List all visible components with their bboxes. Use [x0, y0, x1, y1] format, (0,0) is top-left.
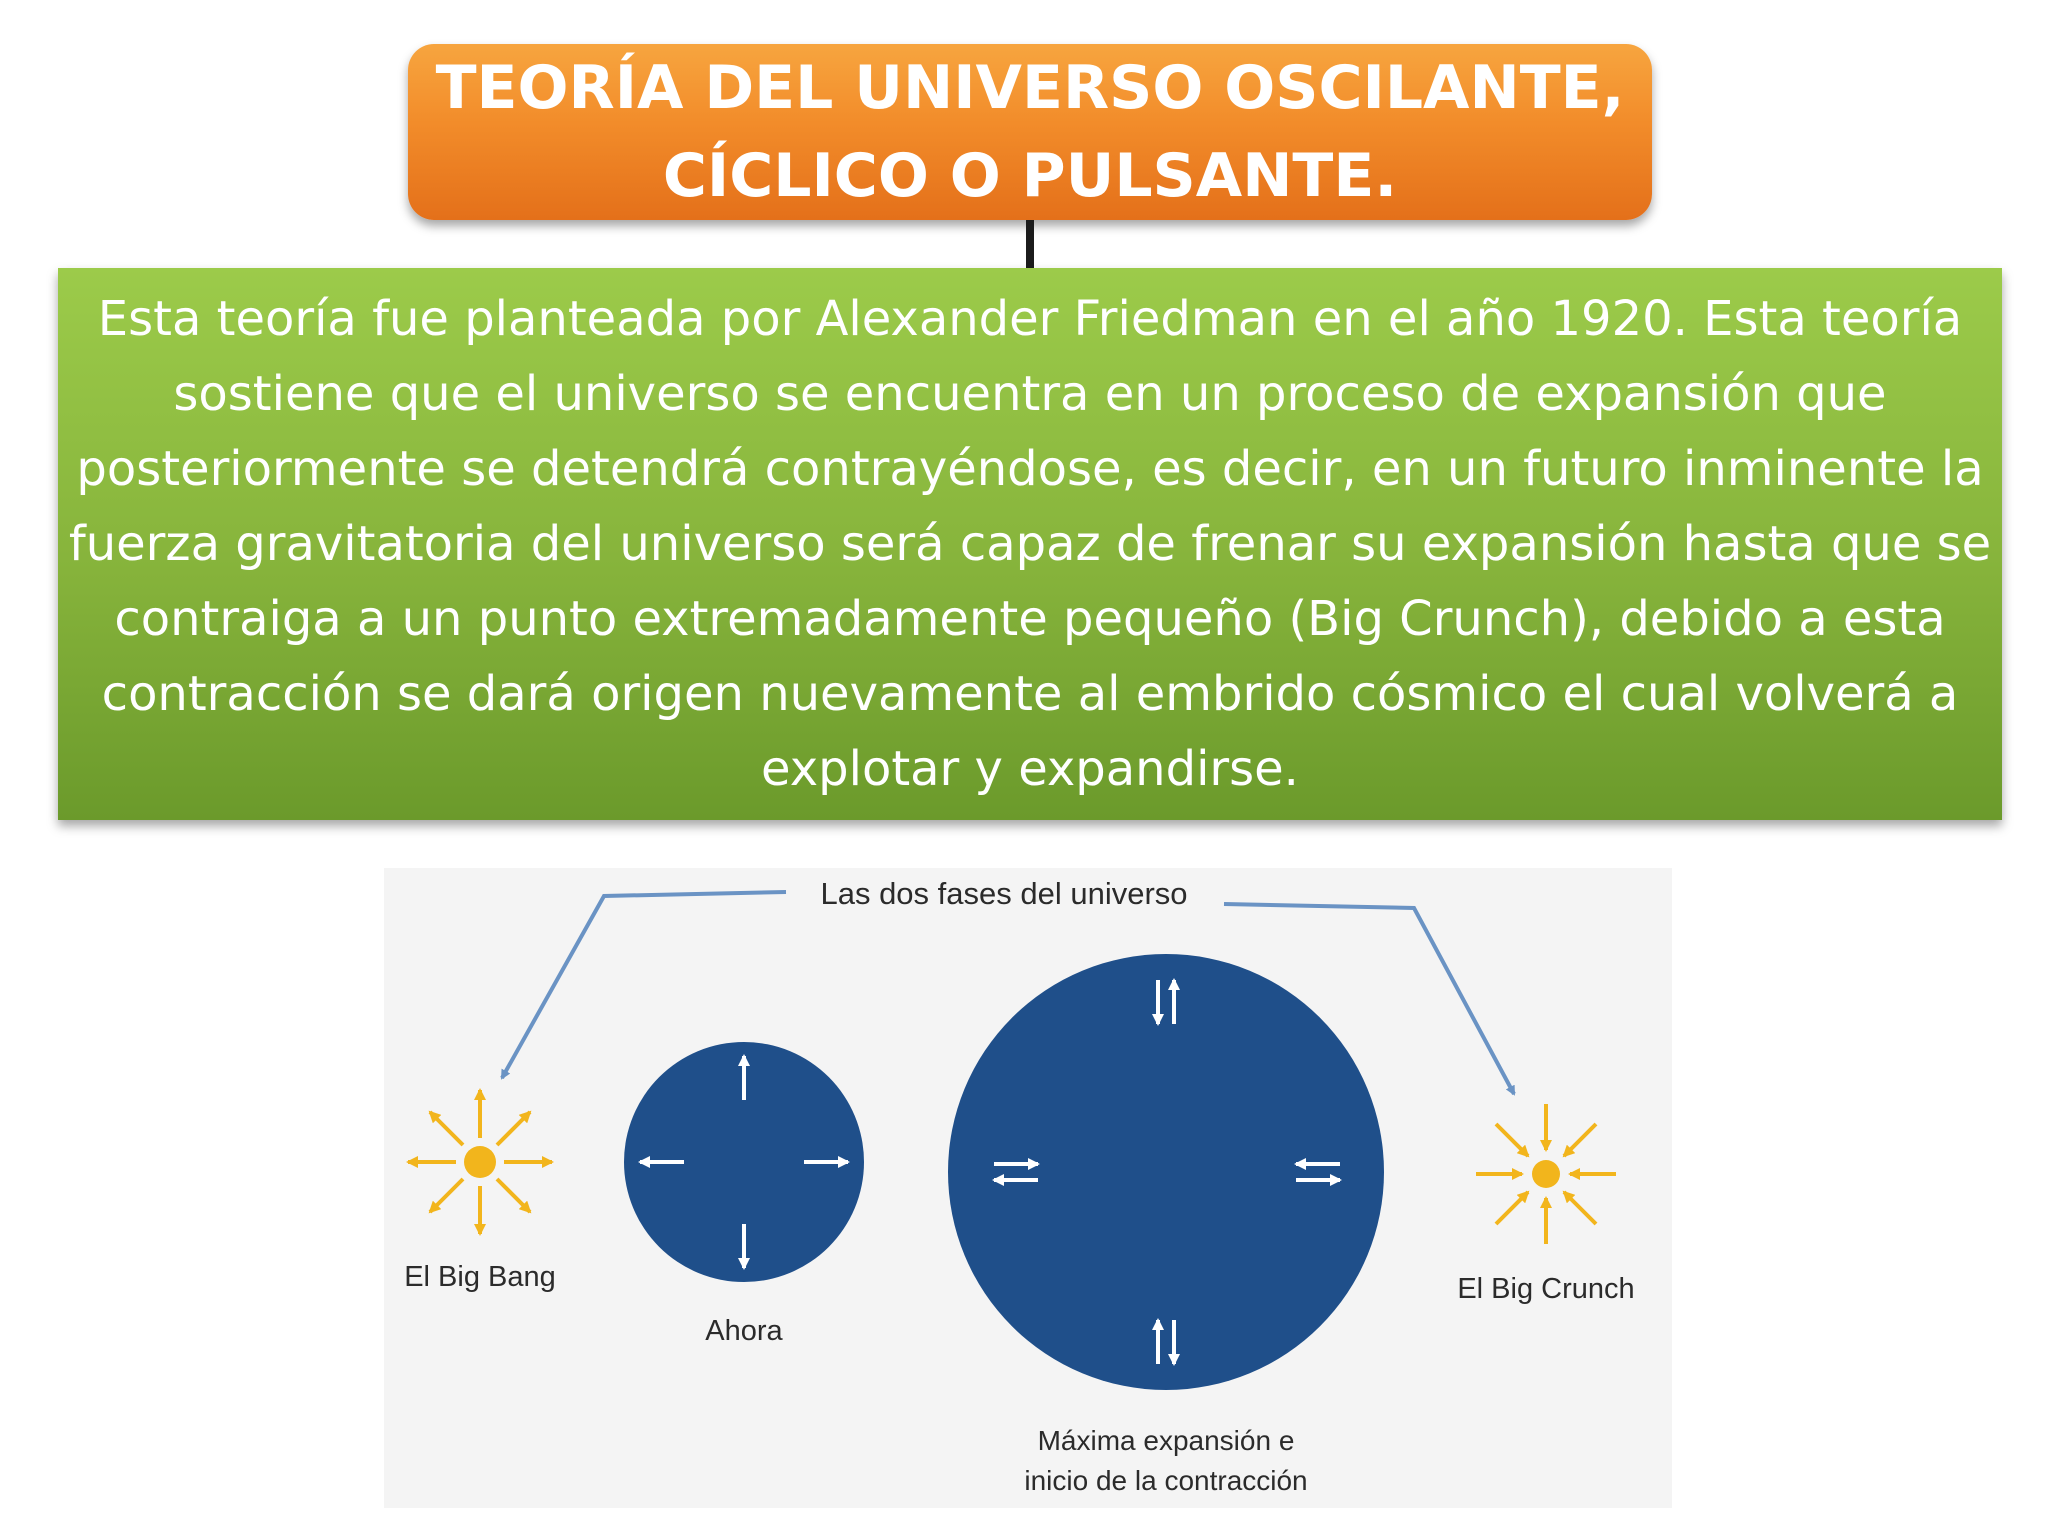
- now-label: Ahora: [705, 1315, 783, 1347]
- max-expansion-label-line1: Máxima expansión e: [1037, 1425, 1295, 1456]
- max-expansion-universe: [948, 954, 1384, 1390]
- big-bang-label: El Big Bang: [404, 1261, 556, 1293]
- now-universe: [624, 1042, 864, 1282]
- title-banner: [408, 44, 1652, 220]
- big-bang-icon: [408, 1090, 552, 1234]
- phases-figure: [384, 868, 1672, 1508]
- page-title: TEORÍA DEL UNIVERSO OSCILANTE, CÍCLICO O PULSANTE.: [435, 53, 1625, 211]
- big-crunch-icon: [1476, 1104, 1616, 1244]
- big-crunch-label: El Big Crunch: [1457, 1273, 1635, 1305]
- description-box: [58, 268, 2002, 820]
- figure-heading: Las dos fases del universo: [820, 876, 1188, 911]
- phases-diagram: [384, 868, 1672, 1508]
- description-text: Esta teoría fue planteada por Alexander Friedman en el año 1920. Esta teoría sostiene que el universo se encuentra en un proceso de expansión que posteriormente se detendrá contrayéndose, es decir, en un futuro inminente la fuerza gravitatoria del universo será capaz de frenar su expansión hasta que se contraiga a un punto extremadamente pequeño (Big Crunch), debido a esta contracción se dará origen nuevamente al embrido cósmico el cual volverá a explotar y expandirse.: [68, 290, 1992, 797]
- max-expansion-label-line2: inicio de la contracción: [1024, 1465, 1308, 1496]
- connector-line: [1026, 220, 1034, 270]
